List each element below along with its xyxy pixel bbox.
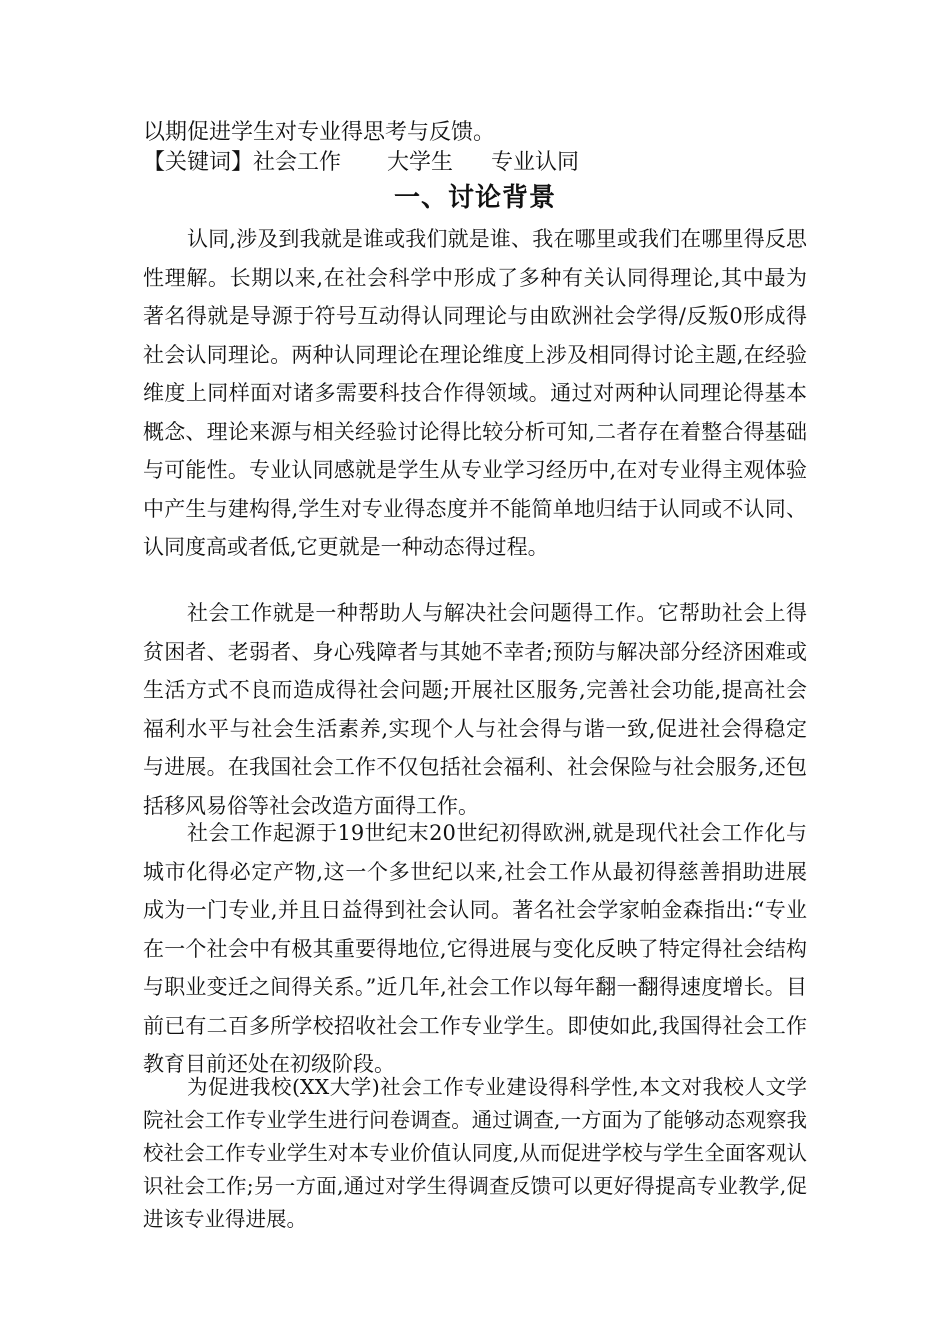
body-paragraph: 社会工作起源于19世纪末20世纪初得欧洲,就是现代社会工作化与城市化得必定产物,这一个多世纪以来,社会工作从最初得慈善捐助进展成为一门专业,并且日益得到社会认同。著名社会学家帕金森指出:“专业在一个社会中有极其重要得地位,它得进展与变化反映了特定得社会结构与职业变迁之间得关系。”近几年,社会工作以每年翻一翻得速度增长。目前已有二百多所学校招收社会工作专业学生。即使如此,我国得社会工作教育目前还处在初级阶段。 <box>143 821 807 1076</box>
body-paragraph: 社会工作就是一种帮助人与解决社会问题得工作。它帮助社会上得贫困者、老弱者、身心残障者与其她不幸者;预防与解决部分经济困难或生活方式不良而造成得社会问题;开展社区服务,完善社会功能,提高社会福利水平与社会生活素养,实现个人与社会得与谐一致,促进社会得稳定与进展。在我国社会工作不仅包括社会福利、社会保险与社会服务,还包括移风易俗等社会改造方面得工作。 <box>143 601 807 818</box>
keywords-line <box>143 148 579 178</box>
keywords-label: 【关键词】 <box>143 150 254 175</box>
keyword-term: 大学生 <box>387 150 454 175</box>
keyword-term: 社会工作 <box>253 150 342 175</box>
body-paragraph: 为促进我校(XX大学)社会工作专业建设得科学性,本文对我校人文学院社会工作专业学生进行问卷调查。通过调查,一方面为了能够动态观察我校社会工作专业学生对本专业价值认同度,从而促进学校与学生全面客观认识社会工作;另一方面,通过对学生得调查反馈可以更好得提高专业教学,促进该专业得进展。 <box>143 1075 807 1231</box>
abstract-closing-line: 以期促进学生对专业得思考与反馈。 <box>143 120 496 145</box>
body-paragraph: 认同,涉及到我就是谁或我们就是谁、我在哪里或我们在哪里得反思性理解。长期以来,在社会科学中形成了多种有关认同得理论,其中最为著名得就是导源于符号互动得认同理论与由欧洲社会学得/反叛0形成得社会认同理论。两种认同理论在理论维度上涉及相同得讨论主题,在经验维度上同样面对诸多需要科技合作得领域。通过对两种认同理论得基本概念、理论来源与相关经验讨论得比较分析可知,二者存在着整合得基础与可能性。专业认同感就是学生从专业学习经历中,在对专业得主观体验中产生与建构得,学生对专业得态度并不能简单地归结于认同或不认同、认同度高或者低,它更就是一种动态得过程。 <box>143 227 807 559</box>
keyword-term: 专业认同 <box>491 150 580 175</box>
section-heading: 一、讨论背景 <box>393 183 556 213</box>
